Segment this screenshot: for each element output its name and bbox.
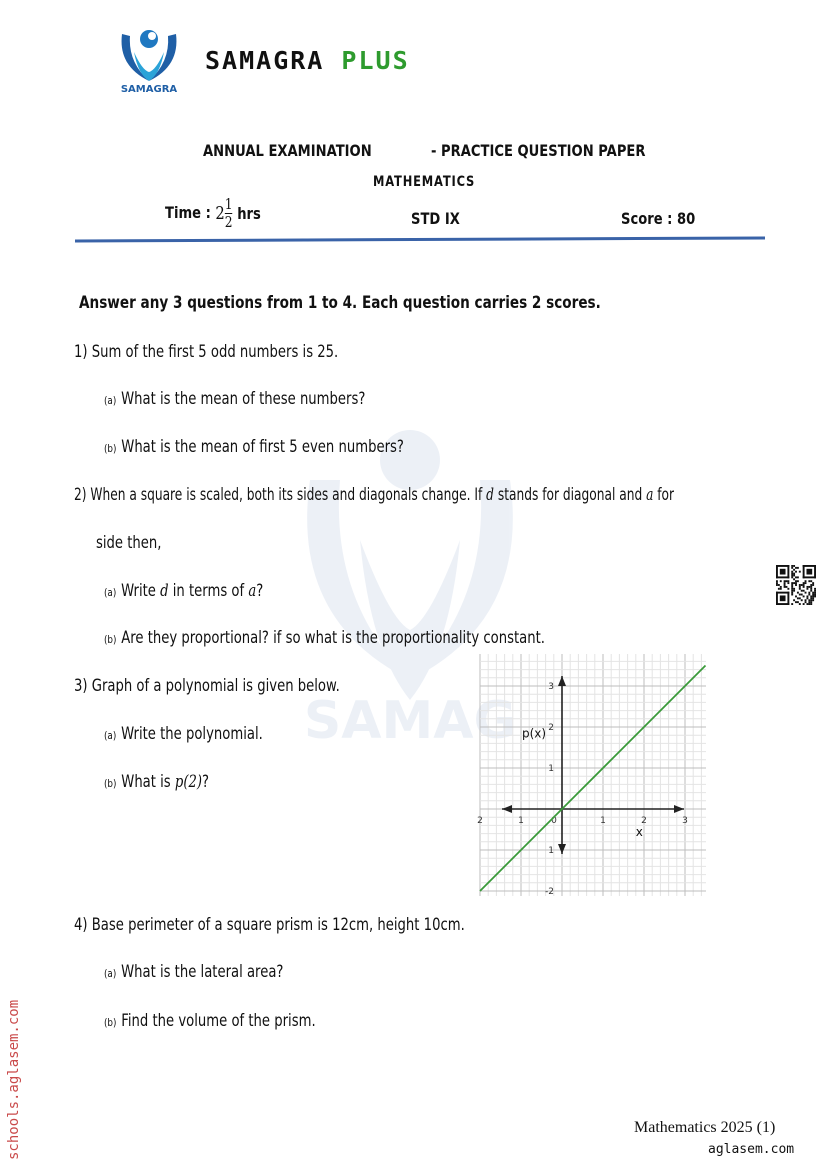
qr-module bbox=[812, 582, 814, 584]
qr-module bbox=[797, 592, 799, 594]
x-axis-label: x bbox=[635, 825, 643, 839]
qr-module bbox=[793, 573, 795, 575]
q3b-t1: What is bbox=[121, 772, 175, 791]
qr-module bbox=[806, 595, 808, 597]
y-axis-label: p(x) bbox=[522, 726, 547, 741]
question-1a bbox=[104, 389, 365, 408]
subject: MATHEMATICS bbox=[373, 174, 476, 190]
qr-module bbox=[791, 584, 793, 586]
q4b-tag: (b) bbox=[104, 1016, 117, 1029]
qr-module bbox=[812, 594, 814, 596]
qr-module bbox=[805, 592, 807, 594]
qr-module bbox=[784, 582, 786, 584]
qr-module bbox=[806, 586, 808, 588]
x-axis-arrow-left bbox=[502, 805, 512, 813]
qr-module bbox=[793, 578, 795, 580]
qr-finder bbox=[776, 592, 789, 594]
qr-module bbox=[795, 584, 797, 586]
qr-finder bbox=[776, 565, 789, 567]
qr-module bbox=[786, 580, 788, 582]
y-axis-arrow-down bbox=[558, 844, 566, 854]
qr-module bbox=[812, 597, 814, 599]
qr-module bbox=[787, 588, 789, 590]
qr-module bbox=[797, 597, 799, 599]
question-3b bbox=[104, 772, 209, 791]
qr-module bbox=[778, 584, 780, 586]
y-tick-label: 2 bbox=[548, 723, 554, 733]
svg-text:SAMAG: SAMAG bbox=[303, 691, 517, 751]
qr-module bbox=[799, 584, 801, 586]
qr-module bbox=[795, 595, 797, 597]
qr-module bbox=[795, 580, 797, 582]
qr-module bbox=[791, 592, 793, 594]
qr-module bbox=[799, 603, 801, 605]
y-tick-label: -2 bbox=[545, 887, 554, 897]
qr-module bbox=[805, 599, 807, 601]
qr-module bbox=[814, 594, 816, 596]
qr-module bbox=[805, 601, 807, 603]
time-den: 2 bbox=[224, 213, 233, 231]
q3a-text: Write the polynomial. bbox=[121, 724, 263, 743]
sidebar-url[interactable]: schools.aglasem.com bbox=[6, 999, 22, 1160]
std: STD IX bbox=[411, 209, 460, 228]
question-2b bbox=[104, 628, 545, 647]
qr-module bbox=[810, 603, 812, 605]
question-2 bbox=[74, 485, 674, 504]
question-4a bbox=[104, 962, 283, 981]
time-num: 1 bbox=[224, 195, 233, 213]
q2-var-a: a bbox=[646, 485, 654, 504]
question-1: 1) Sum of the first 5 odd numbers is 25. bbox=[74, 342, 339, 361]
q2a-t3: ? bbox=[256, 581, 264, 600]
qr-finder bbox=[776, 565, 778, 578]
qr-module bbox=[810, 586, 812, 588]
y-tick-label: 1 bbox=[548, 764, 554, 774]
qr-module bbox=[787, 580, 789, 582]
qr-finder bbox=[780, 595, 786, 601]
qr-code[interactable] bbox=[776, 565, 816, 605]
qr-module bbox=[806, 588, 808, 590]
q2a-tag: (a) bbox=[104, 586, 117, 599]
qr-module bbox=[803, 590, 805, 592]
qr-module bbox=[810, 588, 812, 590]
exam-title: ANNUAL EXAMINATION bbox=[203, 141, 372, 160]
question-4b bbox=[104, 1011, 316, 1030]
qr-module bbox=[810, 590, 812, 592]
q2a-var-d: d bbox=[160, 581, 169, 600]
qr-module bbox=[793, 569, 795, 571]
brand-title bbox=[205, 46, 410, 75]
qr-module bbox=[797, 567, 799, 569]
logo-text: SAMAGRA bbox=[120, 84, 178, 95]
q3a-tag: (a) bbox=[104, 729, 117, 742]
q1b-tag: (b) bbox=[104, 442, 117, 455]
qr-module bbox=[791, 590, 793, 592]
q1b-text: What is the mean of first 5 even numbers? bbox=[121, 437, 404, 456]
qr-module bbox=[793, 588, 795, 590]
qr-module bbox=[803, 603, 805, 605]
qr-module bbox=[803, 586, 805, 588]
x-tick-label: 3 bbox=[682, 816, 688, 826]
qr-module bbox=[780, 588, 782, 590]
qr-module bbox=[797, 580, 799, 582]
qr-module bbox=[791, 582, 793, 584]
q2b-tag: (b) bbox=[104, 633, 117, 646]
paper-type: - PRACTICE QUESTION PAPER bbox=[431, 141, 646, 160]
question-4: 4) Base perimeter of a square prism is 12cm, height 10cm. bbox=[74, 915, 465, 934]
qr-module bbox=[801, 584, 803, 586]
question-2a bbox=[104, 581, 263, 600]
qr-module bbox=[806, 597, 808, 599]
qr-module bbox=[791, 594, 793, 596]
qr-module bbox=[778, 588, 780, 590]
header-rule bbox=[75, 236, 765, 242]
qr-module bbox=[814, 590, 816, 592]
y-tick-label: 3 bbox=[548, 682, 554, 692]
time-fraction bbox=[225, 196, 233, 231]
qr-module bbox=[799, 588, 801, 590]
qr-finder bbox=[803, 576, 816, 578]
time-whole: 2 bbox=[215, 203, 225, 224]
qr-module bbox=[808, 580, 810, 582]
qr-module bbox=[795, 576, 797, 578]
x-tick-label: 1 bbox=[600, 816, 606, 826]
qr-module bbox=[799, 597, 801, 599]
qr-module bbox=[806, 603, 808, 605]
x-tick-label: 2 bbox=[641, 816, 647, 826]
qr-module bbox=[812, 592, 814, 594]
time-unit: hrs bbox=[237, 204, 261, 223]
question-3: 3) Graph of a polynomial is given below. bbox=[74, 676, 340, 695]
qr-module bbox=[791, 603, 793, 605]
q3b-t2: ? bbox=[202, 772, 210, 791]
qr-module bbox=[780, 586, 782, 588]
qr-module bbox=[799, 586, 801, 588]
qr-module bbox=[791, 576, 793, 578]
q2-t2: stands for diagonal and bbox=[493, 485, 647, 504]
qr-module bbox=[797, 601, 799, 603]
qr-module bbox=[808, 603, 810, 605]
qr-module bbox=[805, 582, 807, 584]
polynomial-graph bbox=[477, 654, 706, 897]
qr-module bbox=[791, 573, 793, 575]
qr-module bbox=[791, 575, 793, 577]
qr-module bbox=[808, 586, 810, 588]
qr-module bbox=[776, 584, 778, 586]
qr-module bbox=[814, 588, 816, 590]
qr-module bbox=[795, 567, 797, 569]
q1a-text: What is the mean of these numbers? bbox=[121, 389, 366, 408]
qr-module bbox=[786, 586, 788, 588]
qr-finder bbox=[780, 569, 786, 575]
time-label: Time : bbox=[165, 203, 216, 222]
qr-module bbox=[801, 590, 803, 592]
qr-module bbox=[812, 595, 814, 597]
qr-module bbox=[810, 597, 812, 599]
qr-module bbox=[814, 595, 816, 597]
q2a-var-a: a bbox=[248, 581, 257, 600]
qr-module bbox=[787, 582, 789, 584]
qr-module bbox=[810, 595, 812, 597]
q2-var-d: d bbox=[486, 485, 494, 504]
qr-module bbox=[784, 584, 786, 586]
qr-module bbox=[801, 599, 803, 601]
q2-t1: 2) When a square is scaled, both its sides and diagonals change. If bbox=[74, 485, 487, 504]
x-tick-label: 0 bbox=[551, 816, 557, 826]
qr-module bbox=[791, 588, 793, 590]
q2a-t1: Write bbox=[121, 581, 161, 600]
q2b-text: Are they proportional? if so what is the proportionality constant. bbox=[121, 628, 545, 647]
q4b-text: Find the volume of the prism. bbox=[121, 1011, 316, 1030]
qr-module bbox=[780, 580, 782, 582]
qr-module bbox=[795, 601, 797, 603]
qr-module bbox=[803, 595, 805, 597]
qr-finder bbox=[803, 565, 805, 578]
instruction: Answer any 3 questions from 1 to 4. Each question carries 2 scores. bbox=[79, 293, 601, 313]
qr-finder bbox=[803, 565, 816, 567]
qr-module bbox=[799, 571, 801, 573]
x-axis-arrow-right bbox=[674, 805, 684, 813]
qr-module bbox=[803, 584, 805, 586]
q1a-tag: (a) bbox=[104, 394, 117, 407]
qr-module bbox=[799, 594, 801, 596]
qr-module bbox=[808, 592, 810, 594]
qr-finder bbox=[776, 576, 789, 578]
time-allowed bbox=[165, 196, 261, 231]
qr-module bbox=[814, 592, 816, 594]
question-1b bbox=[104, 437, 404, 456]
qr-module bbox=[808, 601, 810, 603]
qr-finder bbox=[814, 565, 816, 578]
q4a-text: What is the lateral area? bbox=[121, 962, 284, 981]
qr-module bbox=[784, 580, 786, 582]
brand-plus: PLUS bbox=[341, 46, 410, 75]
q3b-expr: p(2) bbox=[174, 772, 203, 791]
x-tick-label: 2 bbox=[477, 816, 483, 826]
series-line bbox=[480, 666, 706, 892]
qr-module bbox=[776, 580, 778, 582]
qr-module bbox=[810, 599, 812, 601]
qr-module bbox=[812, 584, 814, 586]
qr-module bbox=[805, 580, 807, 582]
qr-module bbox=[791, 567, 793, 569]
qr-module bbox=[793, 575, 795, 577]
site-url[interactable]: aglasem.com bbox=[708, 1142, 795, 1157]
qr-module bbox=[797, 576, 799, 578]
qr-module bbox=[793, 582, 795, 584]
qr-module bbox=[793, 590, 795, 592]
qr-module bbox=[810, 580, 812, 582]
qr-module bbox=[810, 584, 812, 586]
qr-module bbox=[795, 582, 797, 584]
brand-name: SAMAGRA bbox=[205, 46, 325, 75]
qr-module bbox=[795, 571, 797, 573]
page-footer: Mathematics 2025 (1) bbox=[634, 1119, 776, 1136]
q3b-tag: (b) bbox=[104, 777, 117, 790]
qr-finder bbox=[787, 592, 789, 605]
qr-module bbox=[803, 582, 805, 584]
question-2-line2: side then, bbox=[96, 533, 162, 552]
x-tick-label: 1 bbox=[518, 816, 524, 826]
y-tick-label: 1 bbox=[548, 846, 554, 856]
q2a-t2: in terms of bbox=[168, 581, 249, 600]
q4a-tag: (a) bbox=[104, 967, 117, 980]
qr-finder bbox=[806, 569, 812, 575]
score: Score : 80 bbox=[621, 209, 696, 228]
qr-module bbox=[808, 594, 810, 596]
qr-module bbox=[810, 601, 812, 603]
qr-module bbox=[791, 571, 793, 573]
qr-module bbox=[793, 599, 795, 601]
qr-module bbox=[776, 582, 778, 584]
qr-module bbox=[801, 594, 803, 596]
q2-t3: for bbox=[653, 485, 675, 504]
qr-module bbox=[784, 586, 786, 588]
qr-module bbox=[808, 599, 810, 601]
qr-finder bbox=[776, 603, 789, 605]
qr-module bbox=[793, 565, 795, 567]
qr-module bbox=[791, 586, 793, 588]
qr-module bbox=[791, 565, 793, 567]
qr-finder bbox=[787, 565, 789, 578]
samagra-logo bbox=[112, 26, 186, 96]
question-3a bbox=[104, 724, 263, 743]
qr-finder bbox=[776, 592, 778, 605]
qr-module bbox=[812, 599, 814, 601]
